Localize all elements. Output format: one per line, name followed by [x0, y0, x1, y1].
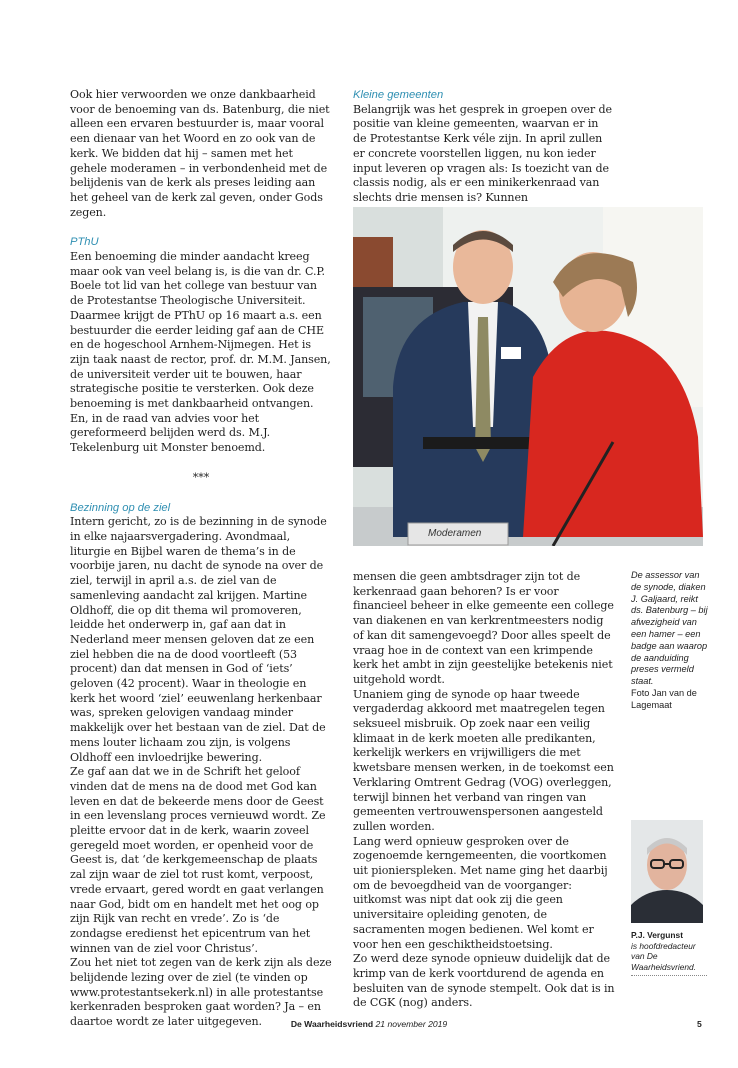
cont-paragraph-3: Lang werd opnieuw gesproken over de zogenoemde kerngemeenten, die voortkomen uit pionierspleken. Met name ging het daarbij om de bevoegdheid van de voorganger: uitkomst was nipt dat ook zij die geen universitaire opleiding genoten, de sacramenten mogen bedienen. Wel komt er voor hen een geschiktheidstoetsing.: [353, 834, 608, 951]
ziel-paragraph-1: Intern gericht, zo is de bezinning in de synode in elke najaarsvergadering. Avondmaal, liturgie en Bijbel waren de thema’s in de voorbije jaren, nu dacht de synode na over de ziel, terwijl in april a.s. de ziel van de samenleving aandacht zal krijgen. Martine Oldhoff, die op dit thema wil promoveren, leidde het onderwerp in, gaf aan dat in Nederland meer mensen geloven dat ze een ziel hebben die na de dood voortleeft (53 procent) dan dat mensen in God of ‘iets’ geloven (42 procent). Waar in theologie en kerk het woord ‘ziel’ eeuwenlang herkenbaar was, spreken gelovigen vandaag minder makkelijk over het bestaan van de ziel. Dat de mens louter lichaam zou zijn, is volgens Oldhoff een invloedrijke bewering.: [70, 515, 327, 764]
photo-credit: Foto Jan van de Lagemaat: [631, 687, 697, 710]
section-heading-kleine-gemeenten: Kleine gemeenten: [353, 89, 444, 101]
author-role: is hoofdredacteur van De Waarheidsvriend.: [631, 940, 697, 972]
author-name: P.J. Vergunst: [631, 930, 683, 940]
page-number: 5: [697, 1019, 702, 1029]
author-photo: [631, 820, 703, 923]
kleine-gemeenten-paragraph: Belangrijk was het gesprek in groepen over de positie van kleine gemeenten, waarvan er in de Protestantse Kerk véle zijn. In april zullen er concrete voorstellen liggen, nu kon ieder input leveren op vragen als: Is toezicht van de classis nodig, als er een minikerkenraad van slechts drie mensen is? Kunnen: [353, 102, 612, 204]
synod-photo-illustration: [353, 207, 703, 546]
section-divider: ***: [192, 470, 210, 484]
footer-date: 21 november 2019: [375, 1019, 448, 1029]
photo-caption-text: De assessor van de synode, diaken J. Galjaard, reikt ds. Batenburg – bij afwezigheid van een hamer – een badge aan waarop de aanduiding preses vermeld staat.: [631, 570, 708, 687]
cont-paragraph-4: Zo werd deze synode opnieuw duidelijk dat de krimp van de kerk voortdurend de agenda en besluiten van de synode stempelt. Ook dat is in de CGK (nog) anders.: [353, 952, 615, 1010]
section-heading-pthu: PThU: [70, 236, 99, 249]
photo-caption: [631, 570, 709, 712]
page-footer: [0, 1019, 738, 1029]
section-heading-ziel: Bezinning op de ziel: [70, 501, 171, 514]
author-photo-illustration: [631, 820, 703, 923]
right-column-top: [353, 88, 615, 206]
synod-photo: [353, 207, 703, 546]
left-column: [70, 88, 332, 1030]
cont-paragraph-1: mensen die geen ambtsdrager zijn tot de kerkenraad gaan behoren? Is er voor financieel beheer in elke gemeente een college van diakenen en van kerkrentmeesters nodig of kan dit samengevoegd? Door alles speelt de vraag hoe in de context van een krimpende kerk het ambt in zijn geestelijke betekenis niet uitgehold wordt.: [353, 570, 614, 686]
desk-sign-label: Moderamen: [428, 528, 482, 539]
author-caption: [631, 930, 707, 976]
pthu-paragraph: Een benoeming die minder aandacht kreeg maar ook van veel belang is, is die van dr. C.P. Boele tot lid van het college van bestuur van de Protestantse Theologische Universiteit. Daarmee krijgt de PThU op 16 maart a.s. een bestuurder die eerder leiding gaf aan de CHE en de hogeschool Arnhem-Nijmegen. Het is zijn taak naast de rector, prof. dr. M.M. Jansen, de universiteit verder uit te bouwen, haar strategische positie te versterken. Ook deze benoeming is met dankbaarheid ontvangen. En, in de raad van advies voor het gereformeerd belijden werd ds. M.J. Tekelenburg uit Monster benoemd.: [70, 250, 331, 455]
cont-paragraph-2: Unaniem ging de synode op haar tweede vergaderdag akkoord met maatregelen tegen seksueel misbruik. Op zoek naar een veilig klimaat in de kerk moeten alle predikanten, kerkelijk werkers en vrijwilligers die met kwetsbare mensen werken, in de toekomst een Verklaring Omtrent Gedrag (VOG) overleggen, terwijl binnen het verband van ringen van gemeenten vertrouwenspersonen aangesteld zullen worden.: [353, 687, 614, 833]
right-column-bottom: [353, 570, 615, 1011]
ziel-paragraph-2: Ze gaf aan dat we in de Schrift het geloof vinden dat de mens na de dood met God kan leven en dat de bekeerde mens door de Geest in een levenslang proces vernieuwd wordt. Ze pleitte ervoor dat in de kerk, waarin zoveel geregeld moet worden, er openheid voor de Geest is, dat ‘de kerkgemeenschap de plaats zal zijn waar de ziel tot rust komt, verpoost, vrede ervaart, gered wordt en gaat verlangen naar God, bidt om en handelt met het oog op zijn Rijk van recht en vrede’. Zo is ‘de zondagse eredienst het epicentrum van het winnen van de ziel voor Christus’.: [70, 765, 326, 955]
intro-paragraph: Ook hier verwoorden we onze dankbaarheid voor de benoeming van ds. Batenburg, die niet alleen een ervaren bestuurder is, maar vooral een dienaar van het Woord en zo ook van de kerk. We bidden dat hij – samen met het gehele moderamen – in verbondenheid met de belijdenis van de kerk als preses leiding aan het geheel van de kerk zal geven, onder Gods zegen.: [70, 88, 330, 219]
author-caption-divider: [631, 975, 707, 976]
footer-magazine: De Waarheidsvriend: [290, 1019, 374, 1029]
ziel-paragraph-3: Zou het niet tot zegen van de kerk zijn als deze belijdende lezing over de ziel (te vinden op www.protestantsekerk.nl) in alle protestantse kerkenraden besproken gaat worden? Ja – en daartoe wordt ze later uitgegeven.: [70, 956, 332, 1029]
